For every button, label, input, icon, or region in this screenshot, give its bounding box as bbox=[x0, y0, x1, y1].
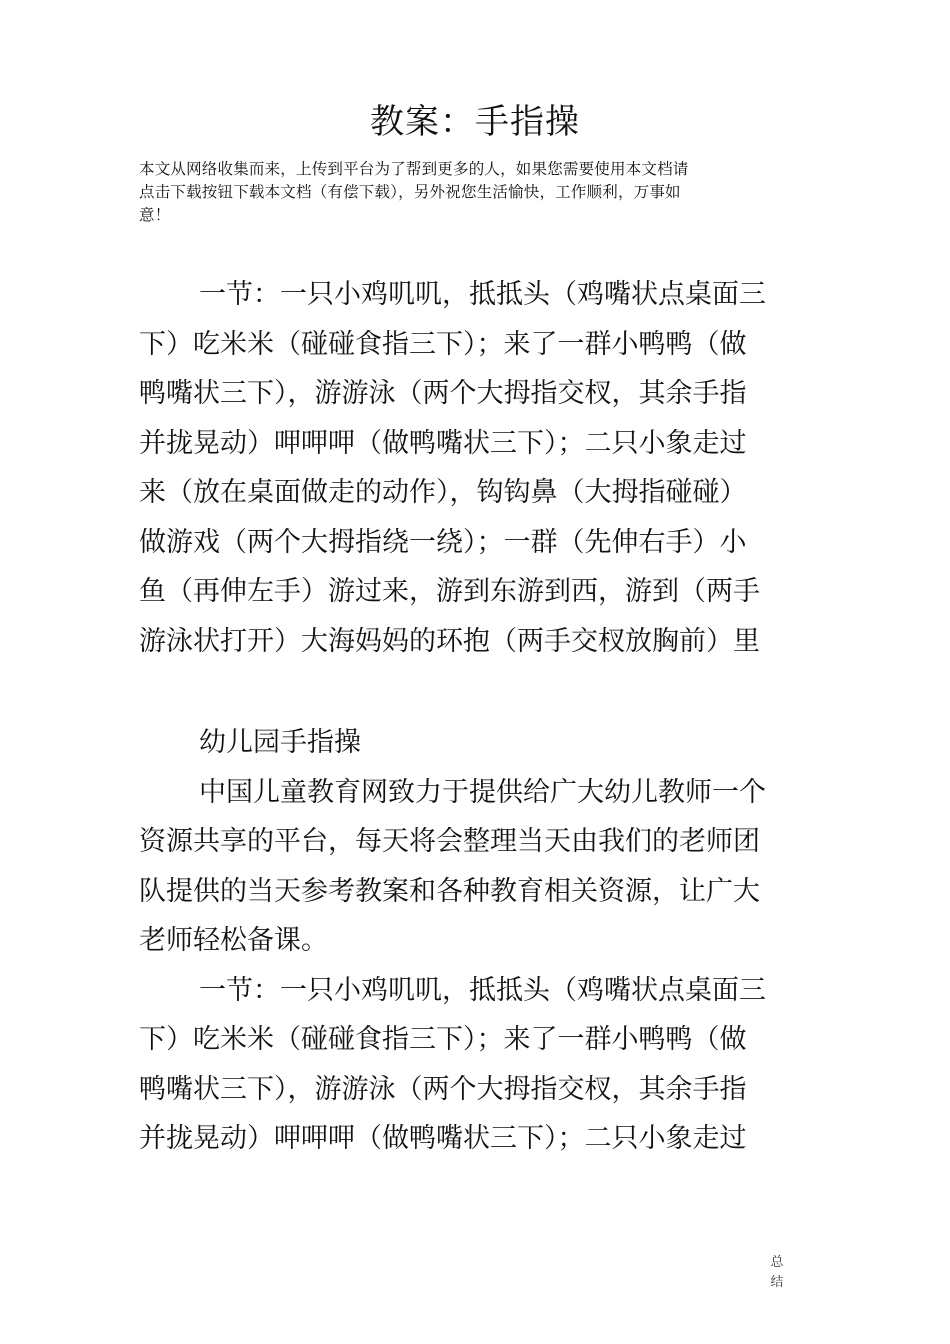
section-1-paragraph bbox=[139, 270, 819, 666]
page-title: 教案：手指操 bbox=[370, 102, 580, 142]
section-heading: 幼儿园手指操 bbox=[199, 727, 361, 758]
paragraph-line: 做游戏（两个大拇指绕一绕）；一群（先伸右手）小 bbox=[139, 526, 747, 558]
paragraph-line: 鸭嘴状三下），游游泳（两个大拇指交杈，其余手指 bbox=[139, 1073, 747, 1105]
page-footer bbox=[767, 1253, 787, 1293]
paragraph-line: 一节：一只小鸡叽叽，抵抵头（鸡嘴状点桌面三 bbox=[199, 974, 766, 1006]
paragraph-line: 下）吃米米（碰碰食指三下）；来了一群小鸭鸭（做 bbox=[139, 1024, 747, 1055]
paragraph-line: 一节：一只小鸡叽叽，抵抵头（鸡嘴状点桌面三 bbox=[199, 279, 766, 310]
paragraph-line: 鱼（再伸左手）游过来，游到东游到西，游到（两手 bbox=[139, 576, 760, 607]
paragraph-line: 并拢晃动）呷呷呷（做鸭嘴状三下）；二只小象走过 bbox=[139, 427, 747, 459]
paragraph-line: 来（放在桌面做走的动作），钩钩鼻（大拇指碰碰） bbox=[139, 477, 747, 508]
notice-line: 点击下载按钮下载本文档（有偿下载），另外祝您生活愉快，工作顺利，万事如 bbox=[139, 183, 681, 201]
notice-line: 本文从网络收集而来，上传到平台为了帮到更多的人，如果您需要使用本文档请 bbox=[139, 160, 689, 178]
paragraph-line: 中国儿童教育网致力于提供给广大幼儿教师一个 bbox=[199, 776, 766, 808]
paragraph-line: 并拢晃动）呷呷呷（做鸭嘴状三下）；二只小象走过 bbox=[139, 1123, 747, 1154]
notice-line: 意！ bbox=[139, 206, 171, 224]
download-notice bbox=[139, 158, 819, 227]
paragraph-line: 游泳状打开）大海妈妈的环抱（两手交杈放胸前）里 bbox=[139, 625, 760, 657]
paragraph-line: 下）吃米米（碰碰食指三下）；来了一群小鸭鸭（做 bbox=[139, 328, 747, 360]
paragraph-line: 资源共享的平台，每天将会整理当天由我们的老师团 bbox=[139, 826, 760, 857]
footer-char: 总 bbox=[770, 1255, 784, 1270]
section-2 bbox=[139, 718, 819, 1164]
paragraph-line: 老师轻松备课。 bbox=[139, 925, 328, 956]
paragraph-line: 队提供的当天参考教案和各种教育相关资源，让广大 bbox=[139, 875, 760, 907]
paragraph-line: 鸭嘴状三下），游游泳（两个大拇指交杈，其余手指 bbox=[139, 378, 747, 409]
footer-char: 结 bbox=[770, 1275, 784, 1290]
